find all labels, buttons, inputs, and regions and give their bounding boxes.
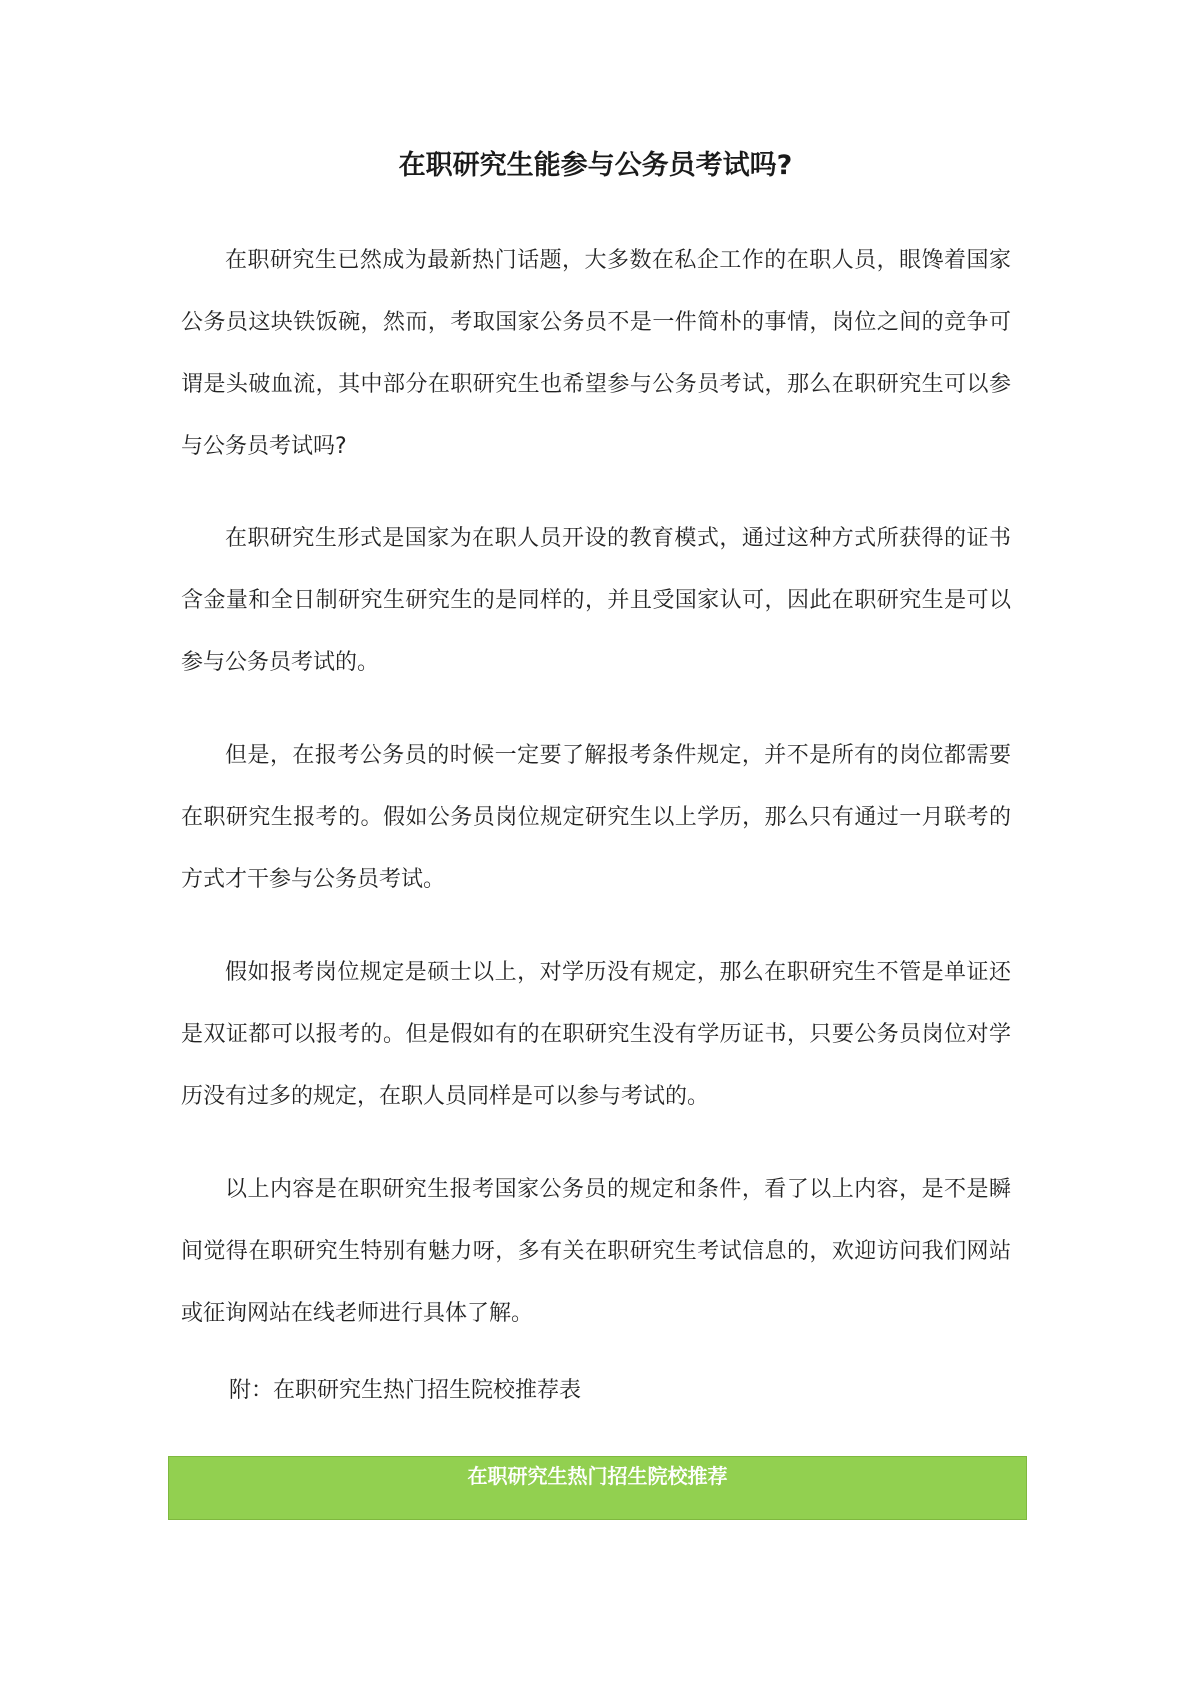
paragraph-education-form: 在职研究生形式是国家为在职人员开设的教育模式，通过这种方式所获得的证书含金量和全日制研究生研究生的是同样的，并且受国家认可，因此在职研究生是可以参与公务员考试的。 [181, 526, 1011, 675]
appendix-note: 附：在职研究生热门招生院校推荐表 [229, 1378, 582, 1403]
document-title: 在职研究生能参与公务员考试吗? [398, 150, 793, 181]
paragraph-exam-conditions: 但是，在报考公务员的时候一定要了解报考条件规定，并不是所有的岗位都需要在职研究生报考的。假如公务员岗位规定研究生以上学历，那么只有通过一月联考的方式才干参与公务员考试。 [181, 743, 1011, 892]
paragraph-intro: 在职研究生已然成为最新热门话题，大多数在私企工作的在职人员，眼馋着国家公务员这块铁饭碗，然而，考取国家公务员不是一件简朴的事情，岗位之间的竞争可谓是头破血流，其中部分在职研究生也希望参与公务员考试，那么在职研究生可以参与公务员考试吗? [181, 248, 1011, 459]
recommendation-table [168, 1456, 1027, 1520]
recommendation-table-header: 在职研究生热门招生院校推荐 [467, 1464, 728, 1488]
paragraph-conclusion: 以上内容是在职研究生报考国家公务员的规定和条件，看了以上内容，是不是瞬间觉得在职研究生特别有魅力呀，多有关在职研究生考试信息的，欢迎访问我们网站或征询网站在线老师进行具体了解。 [181, 1177, 1011, 1326]
paragraph-degree-requirements: 假如报考岗位规定是硕士以上，对学历没有规定，那么在职研究生不管是单证还是双证都可以报考的。但是假如有的在职研究生没有学历证书，只要公务员岗位对学历没有过多的规定，在职人员同样是可以参与考试的。 [181, 960, 1011, 1109]
